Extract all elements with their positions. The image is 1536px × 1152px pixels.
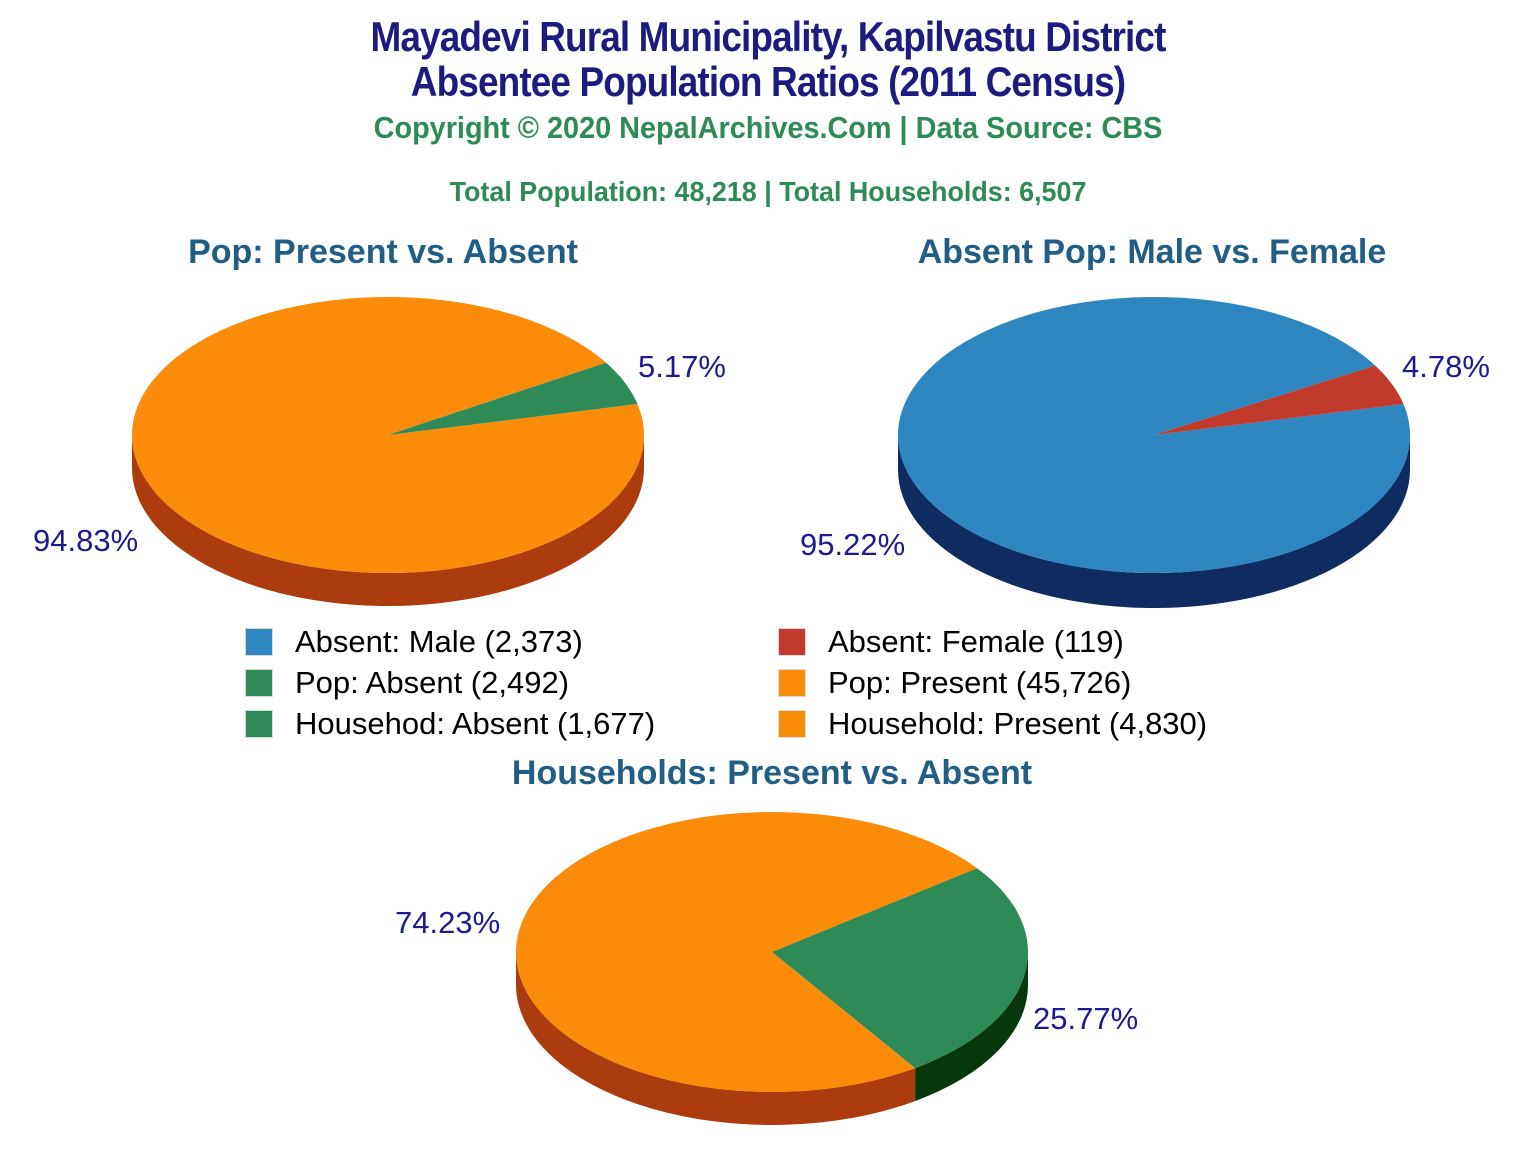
legend-swatch-icon bbox=[778, 710, 806, 738]
chart-title bbox=[92, 14, 1444, 104]
legend-item-pop-present bbox=[778, 665, 1207, 700]
legend-item-household-absent bbox=[245, 706, 656, 741]
legend-item-absent-female bbox=[778, 624, 1207, 659]
legend-swatch-icon bbox=[778, 628, 806, 656]
pct-label-household-present: 74.23% bbox=[395, 905, 501, 940]
legend-item-pop-absent bbox=[245, 665, 655, 700]
legend-item-label: Pop: Present (45,726) bbox=[828, 665, 1132, 700]
legend-swatch-icon bbox=[245, 628, 273, 656]
pie-0-slice-pop-present bbox=[132, 297, 644, 573]
pie-title-pop-present-absent: Pop: Present vs. Absent bbox=[188, 233, 578, 271]
legend-item-label: Pop: Absent (2,492) bbox=[295, 665, 570, 700]
legend-item-label: Absent: Male (2,373) bbox=[295, 624, 583, 659]
pie-title-households: Households: Present vs. Absent bbox=[511, 754, 1033, 792]
legend-item-label: Absent: Female (119) bbox=[828, 624, 1124, 659]
pct-label-absent-female: 4.78% bbox=[1402, 349, 1490, 384]
pct-label-pop-present: 94.83% bbox=[33, 523, 139, 558]
legend-item-absent-male bbox=[245, 624, 655, 659]
copyright-line: Copyright © 2020 NepalArchives.Com | Data Source: CBS bbox=[373, 110, 1163, 145]
legend-swatch-icon bbox=[245, 710, 273, 738]
legend-swatch-icon bbox=[778, 669, 806, 697]
legend-column-1 bbox=[245, 624, 656, 750]
legend-swatch-icon bbox=[245, 669, 273, 697]
legend-column-2 bbox=[778, 624, 1208, 750]
pct-label-absent-male: 95.22% bbox=[800, 527, 906, 562]
pct-label-household-absent: 25.77% bbox=[1033, 1001, 1139, 1036]
legend-item-label: Househod: Absent (1,677) bbox=[295, 706, 656, 741]
chart-title-line2: Absentee Population Ratios (2011 Census) bbox=[410, 58, 1126, 105]
chart-title-line1: Mayadevi Rural Municipality, Kapilvastu District bbox=[370, 13, 1166, 60]
pct-label-pop-absent: 5.17% bbox=[638, 349, 726, 384]
legend-item-household-present bbox=[778, 706, 1208, 741]
legend-item-label: Household: Present (4,830) bbox=[828, 706, 1208, 741]
pie-title-absent-male-female: Absent Pop: Male vs. Female bbox=[917, 233, 1387, 271]
totals-line: Total Population: 48,218 | Total Households: 6,507 bbox=[449, 176, 1087, 207]
